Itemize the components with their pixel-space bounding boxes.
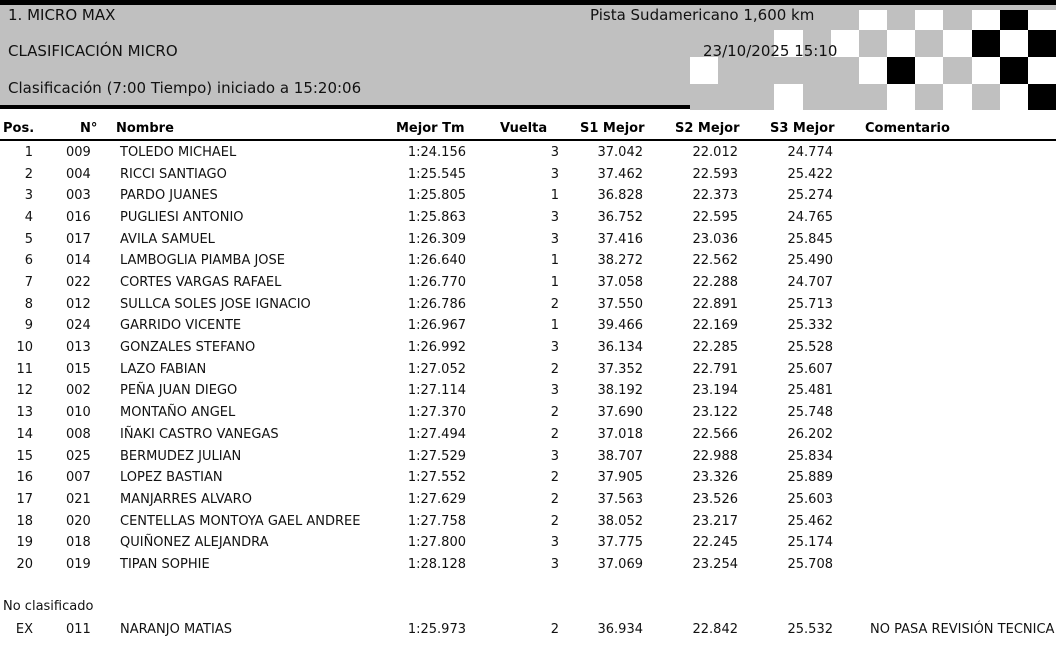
checker-square bbox=[831, 10, 860, 30]
checker-square bbox=[1028, 84, 1056, 110]
session-title: CLASIFICACIÓN MICRO bbox=[8, 42, 178, 60]
best-lap: 3 bbox=[550, 556, 559, 572]
checker-square bbox=[972, 10, 1001, 30]
checker-square bbox=[972, 57, 1001, 84]
sector1-best: 37.416 bbox=[597, 231, 643, 247]
best-time: 1:28.128 bbox=[407, 556, 466, 572]
header-band bbox=[0, 5, 1056, 105]
result-row bbox=[0, 273, 1056, 293]
checkered-flag-graphic bbox=[690, 10, 1056, 110]
position: 15 bbox=[16, 448, 33, 464]
best-lap: 3 bbox=[550, 145, 559, 160]
checker-square bbox=[943, 57, 972, 84]
kart-number: 021 bbox=[66, 491, 91, 507]
checker-square bbox=[887, 57, 916, 84]
checker-square bbox=[887, 84, 916, 110]
best-time: 1:25.973 bbox=[407, 622, 466, 637]
position: 18 bbox=[16, 513, 33, 529]
checker-square bbox=[718, 57, 747, 84]
sector3-best: 25.332 bbox=[787, 318, 833, 334]
sector3-best: 24.765 bbox=[787, 210, 833, 226]
best-time: 1:27.114 bbox=[407, 383, 466, 399]
driver-name: LAMBOGLIA PIAMBA JOSE bbox=[120, 253, 286, 269]
checker-square bbox=[943, 10, 972, 30]
header-divider bbox=[0, 139, 1056, 141]
kart-number: 018 bbox=[66, 535, 91, 551]
result-row bbox=[0, 186, 1056, 206]
result-row bbox=[0, 512, 1056, 532]
col-lap: Vuelta bbox=[500, 121, 548, 136]
kart-number: 024 bbox=[66, 318, 91, 334]
col-comment: Comentario bbox=[865, 121, 950, 136]
result-row bbox=[0, 533, 1056, 553]
best-time: 1:26.309 bbox=[407, 231, 466, 247]
sector2-best: 22.562 bbox=[692, 253, 738, 269]
sector1-best: 37.690 bbox=[597, 405, 643, 421]
col-num: N° bbox=[80, 121, 98, 136]
kart-number: 015 bbox=[66, 361, 91, 377]
best-lap: 2 bbox=[550, 622, 559, 637]
sector3-best: 24.707 bbox=[787, 275, 833, 291]
result-row bbox=[0, 403, 1056, 423]
sector1-best: 38.052 bbox=[597, 513, 643, 529]
checker-square bbox=[887, 30, 916, 57]
result-row bbox=[0, 338, 1056, 358]
sector1-best: 38.272 bbox=[597, 253, 643, 269]
result-row bbox=[0, 208, 1056, 228]
driver-name: LOPEZ BASTIAN bbox=[120, 470, 223, 486]
kart-number: 025 bbox=[66, 448, 91, 464]
event-title: 1. MICRO MAX bbox=[8, 6, 116, 24]
position: 9 bbox=[24, 318, 33, 334]
best-lap: 3 bbox=[550, 166, 559, 182]
best-time: 1:27.629 bbox=[407, 491, 466, 507]
checker-square bbox=[803, 84, 832, 110]
checker-square bbox=[774, 57, 803, 84]
best-lap: 3 bbox=[550, 383, 559, 399]
sector1-best: 37.042 bbox=[597, 145, 643, 160]
position: 6 bbox=[24, 253, 33, 269]
kart-number: 002 bbox=[66, 383, 91, 399]
checker-square bbox=[1028, 30, 1056, 57]
sector2-best: 22.842 bbox=[692, 622, 738, 637]
sector3-best: 25.603 bbox=[787, 491, 833, 507]
comment: NO PASA REVISIÓN TECNICA bbox=[870, 622, 1055, 637]
sector2-best: 23.217 bbox=[692, 513, 738, 529]
sector1-best: 39.466 bbox=[597, 318, 643, 334]
checker-square bbox=[746, 84, 775, 110]
driver-name: PARDO JUANES bbox=[120, 188, 218, 204]
col-best-time: Mejor Tm bbox=[396, 121, 465, 136]
sector2-best: 22.373 bbox=[692, 188, 738, 204]
position: 4 bbox=[24, 210, 33, 226]
result-row bbox=[0, 230, 1056, 250]
best-time: 1:26.967 bbox=[407, 318, 466, 334]
kart-number: 016 bbox=[66, 210, 91, 226]
result-row bbox=[0, 295, 1056, 315]
driver-name: GONZALES STEFANO bbox=[120, 340, 256, 356]
sector3-best: 25.274 bbox=[787, 188, 833, 204]
col-s1: S1 Mejor bbox=[580, 121, 645, 136]
sector2-best: 22.988 bbox=[692, 448, 738, 464]
sector1-best: 38.192 bbox=[597, 383, 643, 399]
sector3-best: 24.774 bbox=[787, 145, 833, 160]
kart-number: 013 bbox=[66, 340, 91, 356]
position: 1 bbox=[24, 145, 33, 160]
sector2-best: 22.593 bbox=[692, 166, 738, 182]
checker-square bbox=[1028, 57, 1056, 84]
position: 10 bbox=[16, 340, 33, 356]
session-datetime: 23/10/2025 15:10 bbox=[703, 42, 838, 60]
best-lap: 2 bbox=[550, 470, 559, 486]
sector2-best: 22.566 bbox=[692, 426, 738, 442]
best-lap: 2 bbox=[550, 405, 559, 421]
best-lap: 2 bbox=[550, 426, 559, 442]
sector1-best: 36.934 bbox=[597, 622, 643, 637]
driver-name: IÑAKI CASTRO VANEGAS bbox=[120, 426, 279, 442]
best-lap: 2 bbox=[550, 491, 559, 507]
sector2-best: 22.245 bbox=[692, 535, 738, 551]
checker-square bbox=[915, 30, 944, 57]
position: 14 bbox=[16, 426, 33, 442]
col-s2: S2 Mejor bbox=[675, 121, 740, 136]
result-row bbox=[0, 381, 1056, 401]
report-header bbox=[0, 0, 1056, 109]
driver-name: PUGLIESI ANTONIO bbox=[120, 210, 244, 226]
sector2-best: 23.194 bbox=[692, 383, 738, 399]
result-row bbox=[0, 490, 1056, 510]
sector1-best: 37.462 bbox=[597, 166, 643, 182]
sector3-best: 25.490 bbox=[787, 253, 833, 269]
kart-number: 011 bbox=[66, 622, 91, 637]
best-lap: 3 bbox=[550, 210, 559, 226]
kart-number: 019 bbox=[66, 556, 91, 572]
checker-square bbox=[915, 10, 944, 30]
best-time: 1:27.370 bbox=[407, 405, 466, 421]
sector3-best: 25.174 bbox=[787, 535, 833, 551]
kart-number: 022 bbox=[66, 275, 91, 291]
best-time: 1:25.545 bbox=[407, 166, 466, 182]
kart-number: 012 bbox=[66, 296, 91, 312]
best-time: 1:27.529 bbox=[407, 448, 466, 464]
checker-square bbox=[831, 84, 860, 110]
sector2-best: 22.169 bbox=[692, 318, 738, 334]
checker-square bbox=[774, 84, 803, 110]
best-time: 1:25.805 bbox=[407, 188, 466, 204]
best-lap: 2 bbox=[550, 513, 559, 529]
best-time: 1:26.786 bbox=[407, 296, 466, 312]
driver-name: RICCI SANTIAGO bbox=[120, 166, 227, 182]
sector2-best: 23.326 bbox=[692, 470, 738, 486]
sector1-best: 37.775 bbox=[597, 535, 643, 551]
col-pos: Pos. bbox=[3, 121, 35, 136]
checker-square bbox=[831, 57, 860, 84]
sector3-best: 25.607 bbox=[787, 361, 833, 377]
sector3-best: 25.713 bbox=[787, 296, 833, 312]
kart-number: 007 bbox=[66, 470, 91, 486]
checker-square bbox=[972, 84, 1001, 110]
driver-name: BERMUDEZ JULIAN bbox=[120, 448, 242, 464]
driver-name: NARANJO MATIAS bbox=[120, 622, 232, 637]
sector3-best: 25.834 bbox=[787, 448, 833, 464]
checker-square bbox=[943, 84, 972, 110]
position: 7 bbox=[24, 275, 33, 291]
sector1-best: 37.563 bbox=[597, 491, 643, 507]
sector3-best: 25.532 bbox=[787, 622, 833, 637]
sector1-best: 37.905 bbox=[597, 470, 643, 486]
driver-name: QUIÑONEZ ALEJANDRA bbox=[120, 535, 269, 551]
session-info: Clasificación (7:00 Tiempo) iniciado a 15:20:06 bbox=[8, 79, 362, 97]
checker-square bbox=[859, 30, 888, 57]
position: 3 bbox=[24, 188, 33, 204]
checker-square bbox=[803, 57, 832, 84]
kart-number: 004 bbox=[66, 166, 91, 182]
kart-number: 010 bbox=[66, 405, 91, 421]
not-classified-row bbox=[0, 620, 1056, 640]
best-lap: 3 bbox=[550, 535, 559, 551]
best-lap: 3 bbox=[550, 448, 559, 464]
sector1-best: 36.828 bbox=[597, 188, 643, 204]
sector3-best: 25.708 bbox=[787, 556, 833, 572]
sector2-best: 22.891 bbox=[692, 296, 738, 312]
sector2-best: 23.526 bbox=[692, 491, 738, 507]
checker-square bbox=[859, 57, 888, 84]
driver-name: MONTAÑO ANGEL bbox=[120, 405, 236, 421]
checker-square bbox=[859, 84, 888, 110]
sector3-best: 25.845 bbox=[787, 231, 833, 247]
best-time: 1:27.552 bbox=[407, 470, 466, 486]
checker-square bbox=[746, 57, 775, 84]
kart-number: 003 bbox=[66, 188, 91, 204]
position: 5 bbox=[24, 231, 33, 247]
checker-square bbox=[915, 57, 944, 84]
best-lap: 1 bbox=[550, 318, 559, 334]
checker-square bbox=[690, 84, 719, 110]
result-row bbox=[0, 360, 1056, 380]
sector1-best: 37.018 bbox=[597, 426, 643, 442]
result-row bbox=[0, 468, 1056, 488]
kart-number: 009 bbox=[66, 145, 91, 160]
sector1-best: 36.134 bbox=[597, 340, 643, 356]
sector3-best: 25.528 bbox=[787, 340, 833, 356]
sector3-best: 25.481 bbox=[787, 383, 833, 399]
best-lap: 1 bbox=[550, 253, 559, 269]
sector1-best: 37.352 bbox=[597, 361, 643, 377]
position: 11 bbox=[16, 361, 33, 377]
result-row bbox=[0, 251, 1056, 271]
driver-name: TIPAN SOPHIE bbox=[120, 556, 210, 572]
sector3-best: 26.202 bbox=[787, 426, 833, 442]
sector2-best: 22.285 bbox=[692, 340, 738, 356]
driver-name: AVILA SAMUEL bbox=[120, 231, 215, 247]
kart-number: 020 bbox=[66, 513, 91, 529]
driver-name: PEÑA JUAN DIEGO bbox=[120, 383, 238, 399]
sector1-best: 36.752 bbox=[597, 210, 643, 226]
result-row bbox=[0, 447, 1056, 467]
col-name: Nombre bbox=[116, 121, 174, 136]
checker-square bbox=[887, 10, 916, 30]
track-name: Pista Sudamericano 1,600 km bbox=[590, 6, 815, 24]
position: EX bbox=[15, 622, 33, 637]
checker-square bbox=[915, 84, 944, 110]
driver-name: TOLEDO MICHAEL bbox=[120, 145, 237, 160]
position: 20 bbox=[16, 556, 33, 572]
best-lap: 3 bbox=[550, 231, 559, 247]
position: 17 bbox=[16, 491, 33, 507]
position: 16 bbox=[16, 470, 33, 486]
sector2-best: 22.288 bbox=[692, 275, 738, 291]
best-lap: 3 bbox=[550, 340, 559, 356]
driver-name: GARRIDO VICENTE bbox=[120, 318, 242, 334]
not-classified-label: No clasificado bbox=[3, 599, 94, 614]
position: 2 bbox=[24, 166, 33, 182]
best-time: 1:26.770 bbox=[407, 275, 466, 291]
sector1-best: 37.058 bbox=[597, 275, 643, 291]
best-time: 1:26.992 bbox=[407, 340, 466, 356]
best-lap: 1 bbox=[550, 188, 559, 204]
col-s3: S3 Mejor bbox=[770, 121, 835, 136]
checker-square bbox=[1000, 84, 1029, 110]
position: 13 bbox=[16, 405, 33, 421]
sector3-best: 25.462 bbox=[787, 513, 833, 529]
position: 8 bbox=[24, 296, 33, 312]
sector3-best: 25.422 bbox=[787, 166, 833, 182]
kart-number: 017 bbox=[66, 231, 91, 247]
result-row bbox=[0, 555, 1056, 575]
result-row bbox=[0, 425, 1056, 445]
driver-name: LAZO FABIAN bbox=[120, 361, 207, 377]
position: 12 bbox=[16, 383, 33, 399]
sector2-best: 23.036 bbox=[692, 231, 738, 247]
kart-number: 008 bbox=[66, 426, 91, 442]
checker-square bbox=[1000, 57, 1029, 84]
sector1-best: 37.069 bbox=[597, 556, 643, 572]
checker-square bbox=[972, 30, 1001, 57]
sector2-best: 23.122 bbox=[692, 405, 738, 421]
sector2-best: 23.254 bbox=[692, 556, 738, 572]
checker-square bbox=[943, 30, 972, 57]
sector2-best: 22.791 bbox=[692, 361, 738, 377]
best-lap: 2 bbox=[550, 361, 559, 377]
sector2-best: 22.012 bbox=[692, 145, 738, 160]
checker-square bbox=[1028, 10, 1056, 30]
driver-name: MANJARRES ALVARO bbox=[120, 491, 252, 507]
best-time: 1:26.640 bbox=[407, 253, 466, 269]
result-row bbox=[0, 316, 1056, 336]
checker-square bbox=[1000, 30, 1029, 57]
sector2-best: 22.595 bbox=[692, 210, 738, 226]
best-lap: 1 bbox=[550, 275, 559, 291]
best-lap: 2 bbox=[550, 296, 559, 312]
best-time: 1:27.800 bbox=[407, 535, 466, 551]
best-time: 1:24.156 bbox=[407, 145, 466, 160]
checker-square bbox=[690, 57, 719, 84]
sector1-best: 38.707 bbox=[597, 448, 643, 464]
checker-square bbox=[1000, 10, 1029, 30]
checker-square bbox=[718, 84, 747, 110]
driver-name: CENTELLAS MONTOYA GAEL ANDREE bbox=[120, 513, 361, 529]
result-row bbox=[0, 143, 1056, 163]
position: 19 bbox=[16, 535, 33, 551]
best-time: 1:25.863 bbox=[407, 210, 466, 226]
driver-name: SULLCA SOLES JOSE IGNACIO bbox=[120, 296, 311, 312]
sector3-best: 25.748 bbox=[787, 405, 833, 421]
sector3-best: 25.889 bbox=[787, 470, 833, 486]
driver-name: CORTES VARGAS RAFAEL bbox=[120, 275, 282, 291]
best-time: 1:27.052 bbox=[407, 361, 466, 377]
checker-square bbox=[859, 10, 888, 30]
sector1-best: 37.550 bbox=[597, 296, 643, 312]
best-time: 1:27.758 bbox=[407, 513, 466, 529]
result-row bbox=[0, 165, 1056, 185]
kart-number: 014 bbox=[66, 253, 91, 269]
best-time: 1:27.494 bbox=[407, 426, 466, 442]
